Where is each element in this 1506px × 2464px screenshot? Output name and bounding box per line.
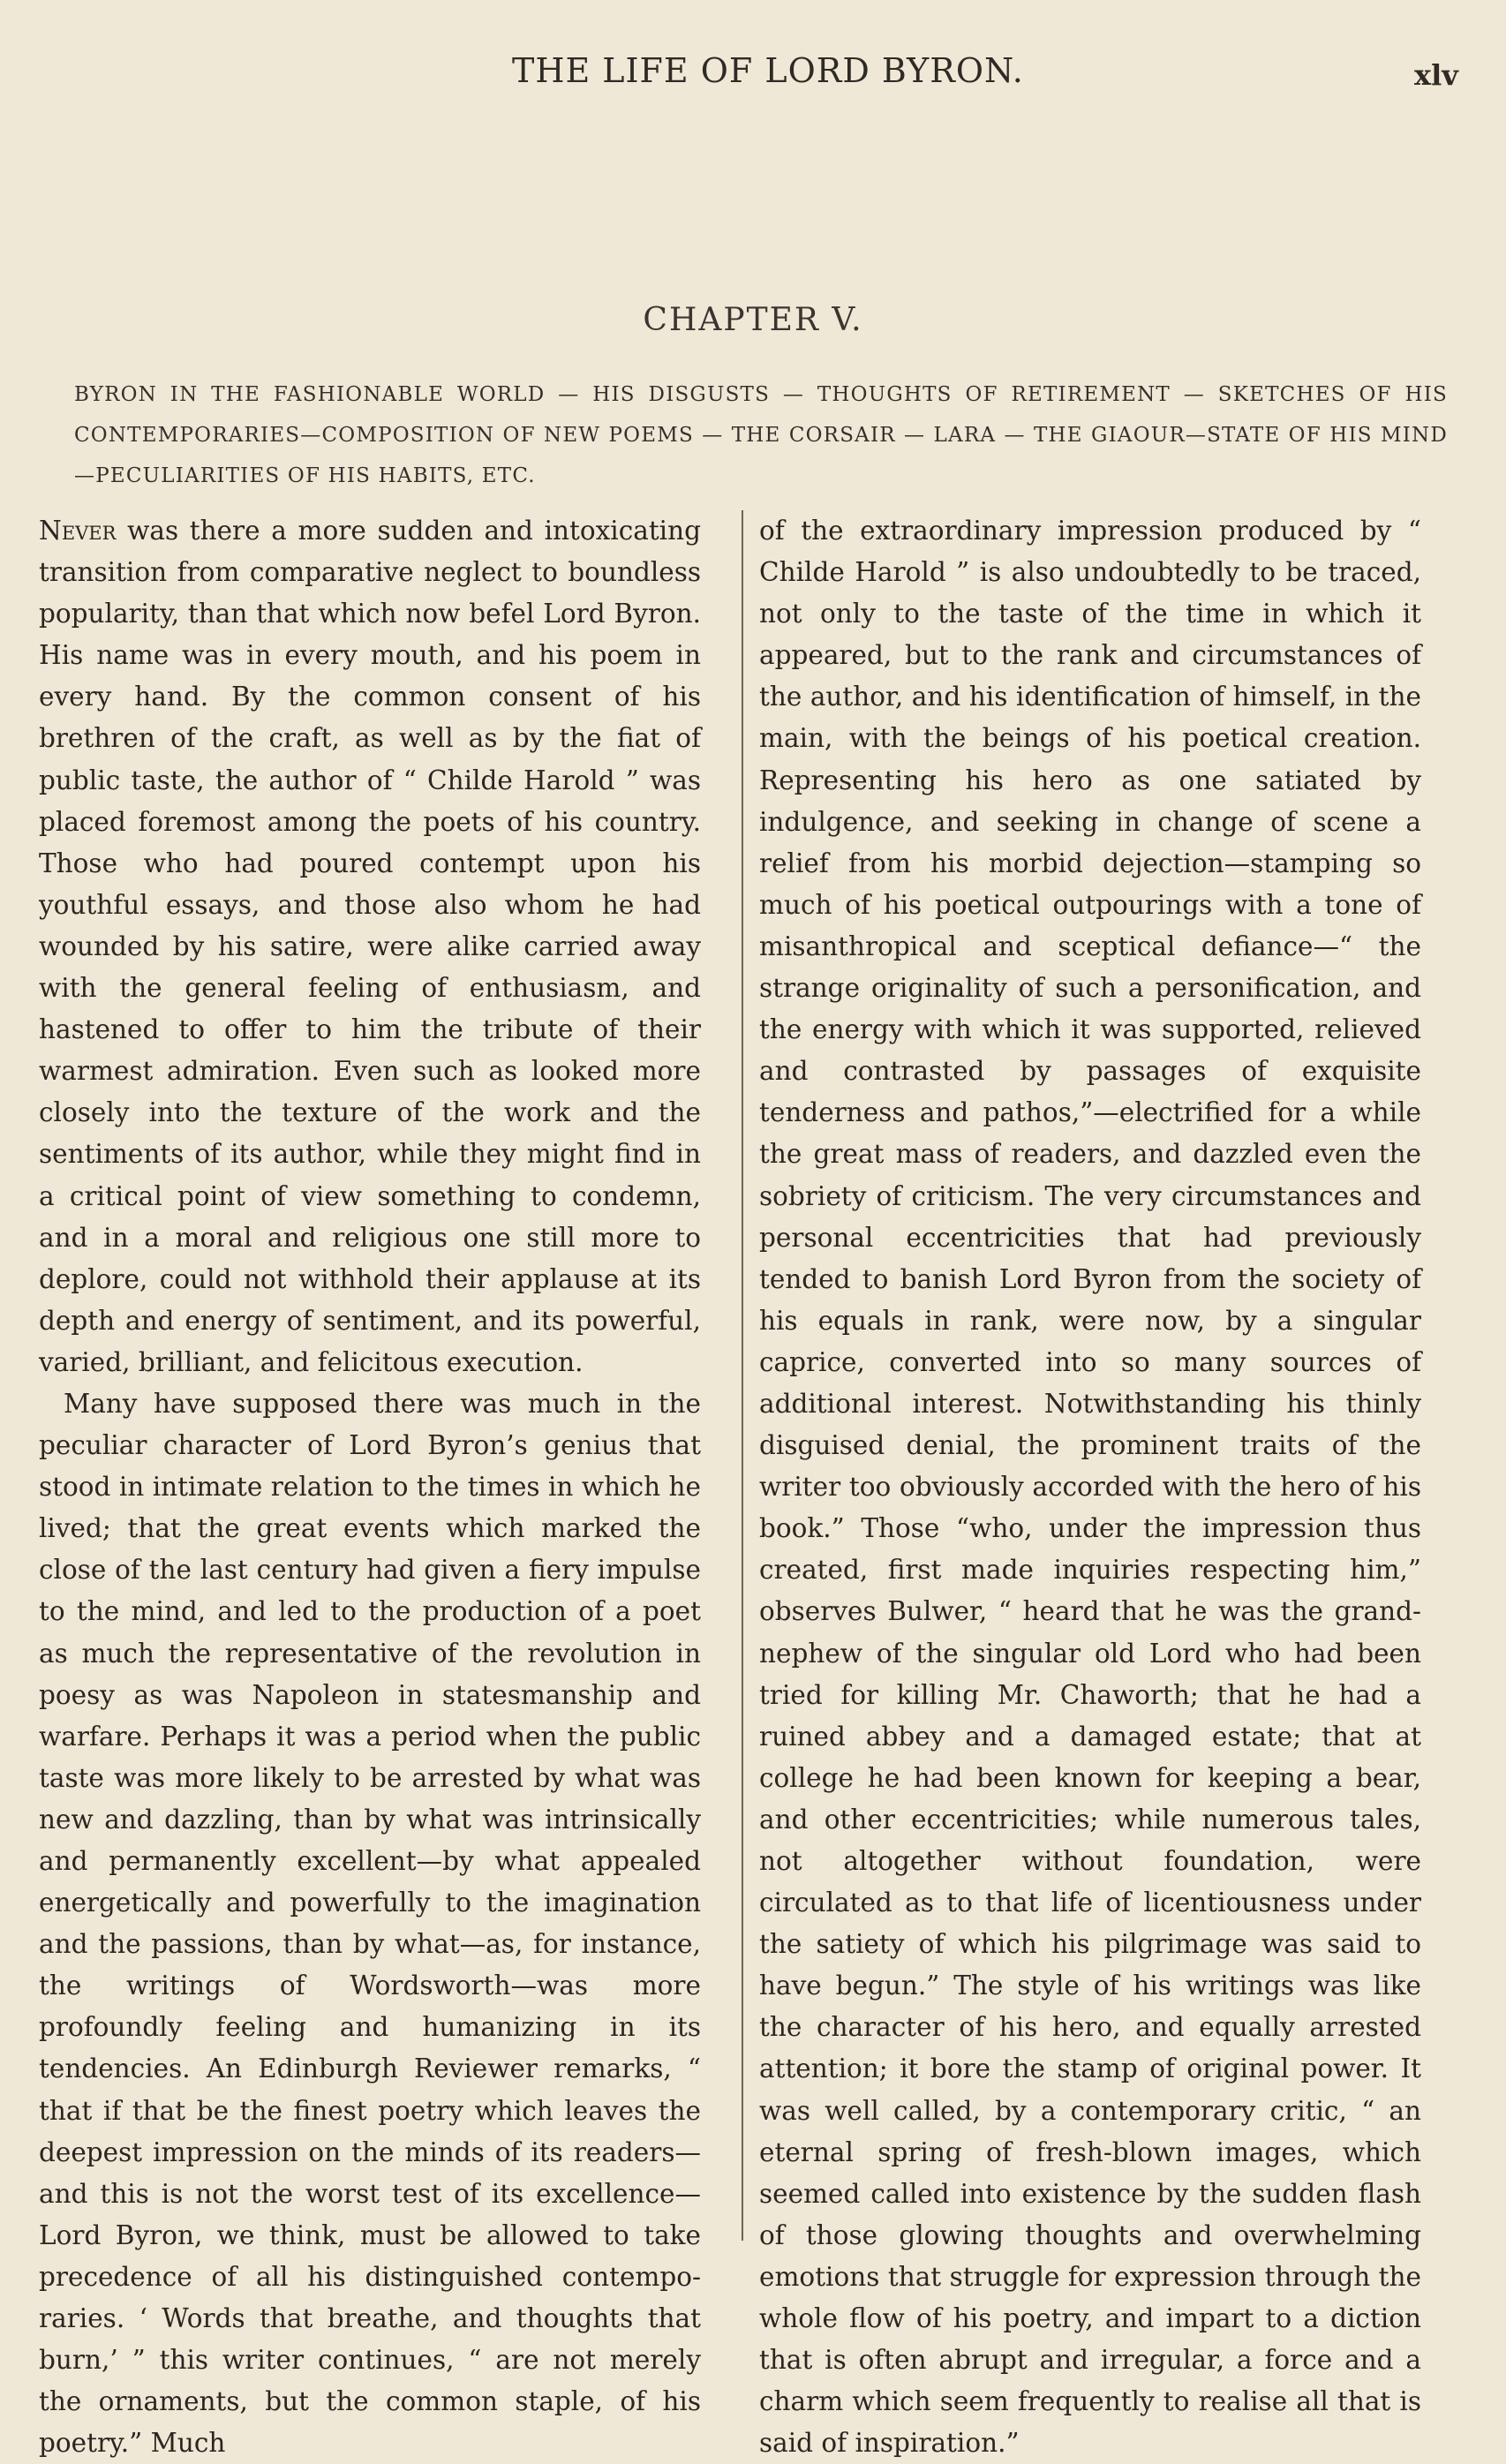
paragraph-text: was there a more sudden and intoxicating transition from comparative neglect to boundless popularity, than that which now befel Lord Byron. His name was in every mouth, and his poem in every hand. By the common consent of his brethren of the craft, as well as by the fiat of public taste, the author of “ Childe Harold ” was placed foremost among the poets of his country. Those who had poured contempt upon his youthful essays, and those also whom he had wounded by his satire, were alike carried away with the general feeling of enthusiasm, and hastened to offer to him the tribute of their warmest admiration. Even such as looked more closely into the texture of the work and the sentiments of its author, while they might find in a critical point of view something to condemn, and in a moral and religious one still more to deplore, could not withhold their applause at its depth and energy of sentiment, and its powerful, varied, brilliant, and felicitous execution. [39,516,701,1377]
page-number: xlv [1414,58,1458,92]
right-text-column [759,510,1421,2464]
chapter-synopsis: BYRON IN THE FASHIONABLE WORLD — HIS DISGUSTS — THOUGHTS OF RETIREMENT — SKETCHES OF HIS CONTEMPORARIES—COMPOSITION OF NEW POEMS — THE CORSAIR — LARA — THE GIAOUR—STATE OF HIS MIND—PECULIARITIES OF HIS HABITS, ETC. [74,383,1448,487]
left-text-column [39,510,701,2464]
column-divider [742,510,743,2241]
opening-word: Never [39,516,117,546]
running-title: THE LIFE OF LORD BYRON. [512,51,1024,90]
chapter-title: CHAPTER V. [643,302,863,338]
paragraph: Many have supposed there was much in the peculiar character of Lord Byron’s genius that stood in intimate relation to the times in which he lived; that the great events which marked the close of the last century had given a fiery impulse to the mind, and led to the production of a poet as much the representative of the revolution in poesy as was Napoleon in statesmanship and warfare. Perhaps it was a period when the public taste was more likely to be arrested by what was new and dazzling, than by what was intrinsically and permanently excellent—by what appealed energetically and powerfully to the imagination and the passions, than by what—as, for instance, the writings of Wordsworth—was more profoundly feeling and humanizing in its tendencies. An Edinburgh Reviewer remarks, “ that if that be the finest poetry which leaves the deepest impression on the minds of its readers—and this is not the worst test of its excellence—Lord Byron, we think, must be allowed to take precedence of all his distinguished contemporaries. ‘ Words that breathe, and thoughts that burn,’ ” this writer continues, “ are not merely the ornaments, but the common staple, of his poetry.” Much [39,1388,701,2459]
paragraph: of the extraordinary impression produced by “ Childe Harold ” is also undoubtedly to be traced, not only to the taste of the time in which it appeared, but to the rank and circumstances of the author, and his identification of himself, in the main, with the beings of his poetical creation. Representing his hero as one satiated by indulgence, and seeking in change of scene a relief from his morbid dejection—stamping so much of his poetical outpourings with a tone of misanthropical and sceptical defiance—“ the strange originality of such a personification, and the energy with which it was supported, relieved and contrasted by passages of exquisite tenderness and pathos,”—electrified for a while the great mass of readers, and dazzled even the sobriety of criticism. The very circumstances and personal eccentricities that had previously tended to banish Lord Byron from the society of his equals in rank, were now, by a singular caprice, converted into so many sources of additional interest. Notwithstanding his thinly disguised denial, the prominent traits of the writer too obviously accorded with the hero of his book.” Those “who, under the impression thus created, first made inquiries respecting him,” observes Bulwer, “ heard that he was the grand-nephew of the singular old Lord who had been tried for killing Mr. Chaworth; that he had a ruined abbey and a damaged estate; that at college he had been known for keeping a bear, and other eccentricities; while numerous tales, not altogether without foundation, were circulated as to that life of licentiousness under the satiety of which his pilgrimage was said to have begun.” The style of his writings was like the character of his hero, and equally arrested attention; it bore the stamp of original power. It was well called, by a contemporary critic, “ an eternal spring of fresh-blown images, which seemed called into existence by the sudden flash of those glowing thoughts and overwhelming emotions that struggle for expression through the whole flow of his poetry, and impart to a diction that is often abrupt and irregular, a force and a charm which seem frequently to realise all that is said of inspiration.” [759,516,1421,2459]
paragraph [39,510,701,1383]
